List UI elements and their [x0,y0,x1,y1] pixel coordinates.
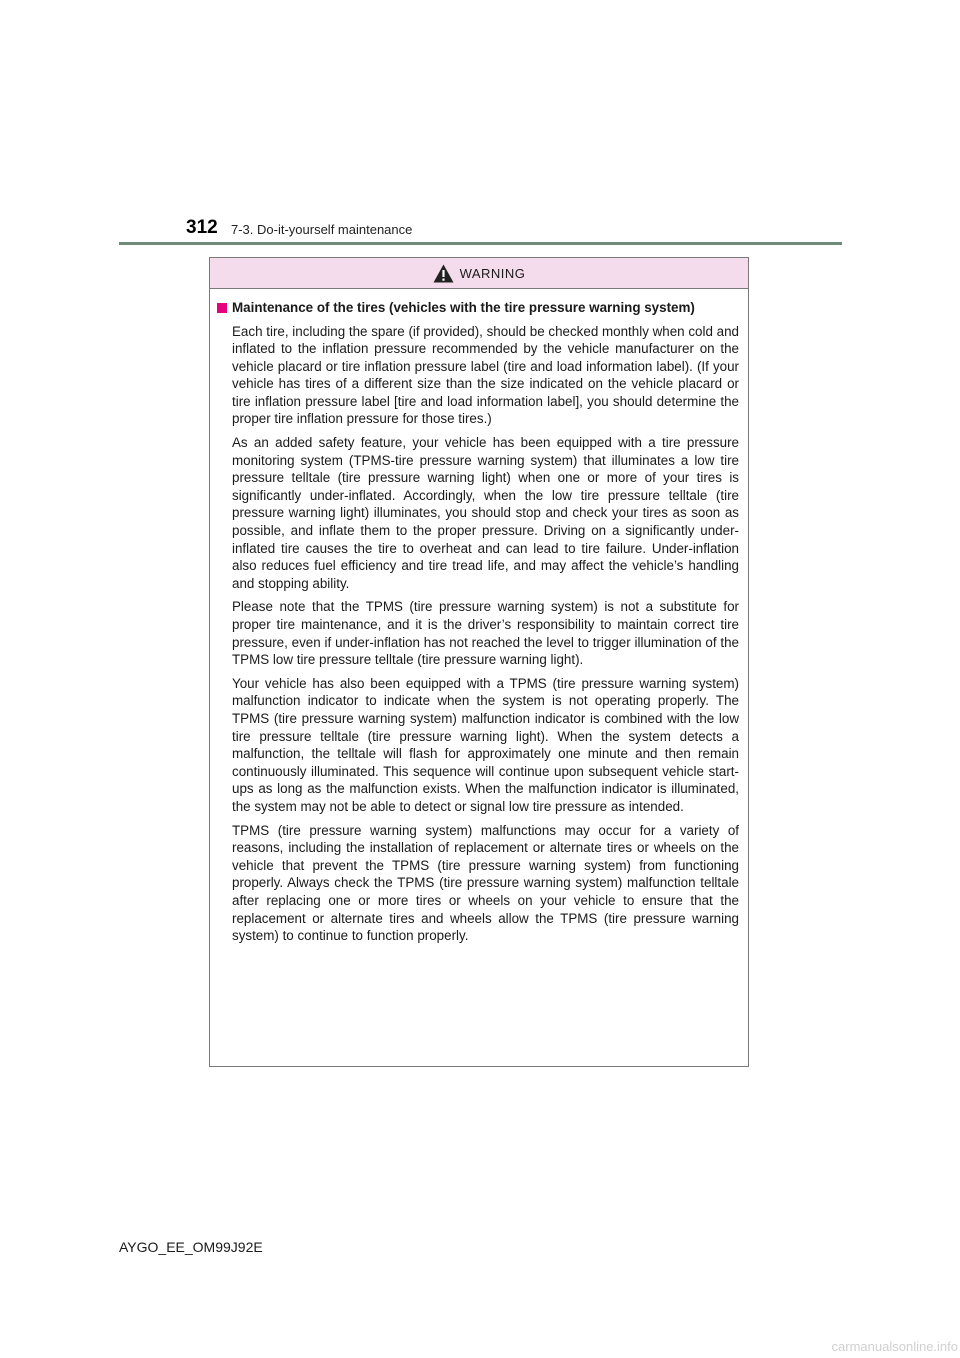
warning-subheading [217,299,739,317]
warning-body [210,289,748,945]
section-title: 7-3. Do-it-yourself maintenance [231,222,413,237]
warning-label: WARNING [459,265,526,281]
header-divider [119,242,842,245]
square-bullet-icon [217,303,227,313]
warning-paragraph: TPMS (tire pressure warning system) malfunctions may occur for a variety of reasons, including the installation of replacement or alternate tires or wheels on the vehicle that prevent the TPMS (tire pressure warning system) from functioning properly. Always check the TPMS (tire pressure warning system) malfunction telltale after replacing one or more tires or wheels on your vehicle to ensure that the replacement or alternate tires and wheels allow the TPMS (tire pressure warning system) to continue to function properly. [232,822,739,944]
subheading-text: Maintenance of the tires (vehicles with the tire pressure warning system) [232,300,695,315]
warning-paragraph: Your vehicle has also been equipped with a TPMS (tire pressure warning system) malfunction indicator to indicate when the system is not operating properly. The TPMS (tire pressure warning system) malfunction indicator is combined with the low tire pressure telltale (tire pressure warning light). When the system detects a malfunction, the telltale will flash for approximately one minute and then remain continuously illuminated. This sequence will continue upon subsequent vehicle start-ups as long as the malfunction exists. When the malfunction indicator is illuminated, the system may not be able to detect or signal low tire pressure as intended. [232,675,739,814]
warning-triangle-icon [433,264,454,283]
page-number: 312 [186,217,218,238]
warning-paragraph: As an added safety feature, your vehicle has been equipped with a tire pressure monitoring system (TPMS-tire pressure warning system) that illuminates a low tire pressure telltale (tire pressure warning light) when one or more of your tires is significantly under-inflated. Accordingly, when the low tire pressure telltale (tire pressure warning light) illuminates, you should stop and check your tires as soon as possible, and inflate them to the proper pressure. Driving on a significantly under-inflated tire causes the tire to overheat and can lead to tire failure. Under-inflation also reduces fuel efficiency and tire tread life, and may affect the vehicle’s handling and stopping ability. [232,435,739,591]
document-code: AYGO_EE_OM99J92E [119,1239,263,1255]
warning-box [209,257,749,1067]
warning-paragraph: Each tire, including the spare (if provided), should be checked monthly when cold and inflated to the inflation pressure recommended by the vehicle manufacturer on the vehicle placard or tire inflation pressure label (tire and load information label). (If your vehicle has tires of a different size than the size indicated on the vehicle placard or tire inflation pressure label [tire and load information label], you should determine the proper tire inflation pressure for those tires.) [232,323,739,427]
warning-paragraph: Please note that the TPMS (tire pressure warning system) is not a substitute for proper tire maintenance, and it is the driver’s responsibility to maintain correct tire pressure, even if under-inflation has not reached the level to trigger illumination of the TPMS low tire pressure telltale (tire pressure warning light). [232,599,739,668]
warning-header [210,258,748,289]
watermark: carmanualsonline.info [831,1339,958,1354]
